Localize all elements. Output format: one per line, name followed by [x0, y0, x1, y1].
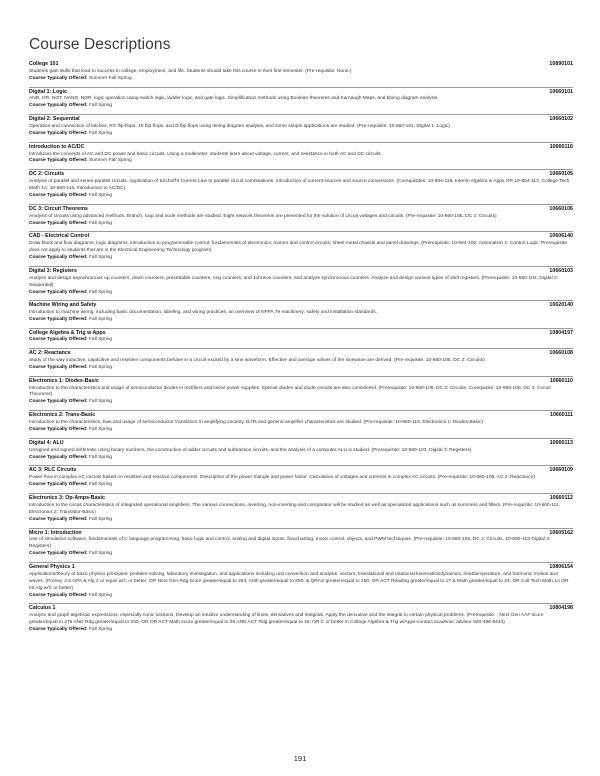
course-code: 10804198 — [549, 605, 573, 612]
offered-label: Course Typically Offered: — [29, 289, 88, 295]
offered-terms: Fall Spring — [88, 516, 113, 522]
course-title: AC 2: Reactance — [29, 350, 71, 357]
offered-terms: Fall Spring — [88, 399, 113, 405]
course-title: AC 3: RLC Circuits — [29, 467, 77, 474]
offered-label: Course Typically Offered: — [29, 454, 88, 460]
course-code: 10660110 — [549, 377, 573, 384]
course-code: 10804197 — [549, 330, 573, 337]
course-code: 10660109 — [549, 467, 573, 474]
offered-label: Course Typically Offered: — [29, 103, 88, 109]
course-offered — [29, 627, 573, 634]
course-list — [29, 60, 573, 638]
offered-terms: Fall Spring — [88, 426, 113, 432]
offered-label: Course Typically Offered: — [29, 337, 88, 343]
page-number: 191 — [293, 754, 307, 763]
offered-terms: Fall Spring — [88, 454, 113, 460]
course-offered — [29, 482, 573, 489]
offered-terms: Fall Spring — [88, 130, 113, 136]
course-code: 10660102 — [549, 116, 573, 123]
offered-terms: Fall Spring — [88, 364, 113, 370]
course-entry — [29, 114, 573, 142]
course-offered — [29, 290, 573, 297]
course-header — [29, 302, 573, 309]
course-entry — [29, 528, 573, 563]
course-offered — [29, 221, 573, 228]
course-code: 10660101 — [549, 88, 573, 95]
course-offered — [29, 158, 573, 165]
course-offered — [29, 337, 573, 344]
course-code: 10660103 — [549, 267, 573, 274]
course-entry — [29, 204, 573, 232]
course-entry — [29, 603, 573, 638]
course-header — [29, 378, 573, 385]
offered-terms: Fall Spring — [88, 220, 113, 226]
course-code: 10660116 — [549, 143, 573, 150]
course-description: Unsigned and signed arithmetic using binary numbers, the construction of adder circuits and subtraction circuits, and the analysis of a computer ALU is studied. (Prerequisite: 10-660-103, Digital 3: Registers) — [29, 447, 472, 453]
course-code: 10806154 — [549, 564, 573, 571]
course-title: Calculus 1 — [29, 605, 56, 612]
course-description: Introduction to machine wiring, including basic documentation, labeling, and wiring practices; an overview of NFPA 79 machinery; safety and installation standards. — [29, 310, 378, 316]
course-code: 10660106 — [549, 205, 573, 212]
course-offered — [29, 76, 573, 83]
course-description: Introduction to the circuit characteristics of integrated operational amplifiers. The various connections, inverting, non-inverting and comparator will be studied as well as specialized applications such as summers and filters. (Pre-requisite: 10-660-111, Electronics 2: Transistor-Basic) — [29, 502, 560, 515]
course-entry — [29, 493, 573, 528]
course-offered — [29, 103, 573, 110]
course-code: 10606140 — [549, 233, 573, 240]
course-title: Introduction to AC/DC — [29, 143, 85, 150]
offered-label: Course Typically Offered: — [29, 426, 88, 432]
course-description: Draw block and flow diagrams, logic diagrams, introduction to programmable control; fundamentals of electronics; motors and control circuits; sheet metal chassis and panel drawings. (Prerequisite: 10-664-100, Automation 1: Control Logic; Prerequisite does not apply to students that are in the Electrical Engineering Technology program) — [29, 241, 567, 254]
course-description: Analysis of circuits using advanced methods. Branch, loop and node methods are studied. Eight network theorems are presented for the solution of circuit voltages and circuits. (Pre-requisite: 10-660-105, DC 2: Circuits) — [29, 213, 497, 219]
course-header — [29, 116, 573, 123]
course-title: Machine Wiring and Safety — [29, 302, 97, 309]
course-title: DC 2: Circuits — [29, 171, 65, 178]
course-offered — [29, 365, 573, 372]
course-title: Electronics 1: Diodes-Basic — [29, 377, 99, 384]
course-description: Analysis of parallel and series-parallel circuits. Application of Kirchoff's Current Law to parallel circuit combinations. Introduction of current sources and source conversions. (Corequisites: 10-804-118, Interim Algebra w Apps OR 10-804-113, College Tech Math 1A; 10-660-116, Introduction to AC/DC) — [29, 179, 570, 192]
course-header — [29, 564, 573, 571]
course-header — [29, 467, 573, 474]
course-code: 10660111 — [550, 412, 573, 419]
course-offered — [29, 455, 573, 462]
course-entry — [29, 169, 573, 204]
course-description: Study of the way inductive, capacitive and resistive components behave in a circuit excited by a sine waveform. Effective and average values of the sinewave are derived. (Pre-requisite: 10-660-105, DC 2: Circuits) — [29, 357, 485, 363]
course-header — [29, 206, 573, 213]
course-entry — [29, 438, 573, 466]
course-title: CAD - Electrical Control — [29, 233, 90, 240]
course-header — [29, 495, 573, 502]
offered-terms: Fall Spring — [88, 255, 113, 261]
offered-terms: Fall Spring — [88, 592, 113, 598]
offered-label: Course Typically Offered: — [29, 551, 88, 557]
course-description: Use of simulation software, fundamentals of C language programming, basic logic and control, analog and digital inputs, flowcharting, motor control, objects, and PWM techniques. (Pre-requisite: 10-660-105, DC 2: Circuits, 10-660-103 Digital 3: Registers) — [29, 537, 551, 550]
course-entry — [29, 60, 573, 87]
course-title: Digital 1: Logic — [29, 88, 67, 95]
course-title: Digital 3: Registers — [29, 267, 77, 274]
offered-label: Course Typically Offered: — [29, 75, 88, 81]
course-offered — [29, 317, 573, 324]
course-header — [29, 412, 573, 419]
course-title: Digital 4: ALU — [29, 439, 64, 446]
course-offered — [29, 593, 573, 600]
course-header — [29, 61, 573, 68]
course-header — [29, 171, 573, 178]
course-entry — [29, 562, 573, 603]
course-header — [29, 268, 573, 275]
course-entry — [29, 348, 573, 376]
offered-label: Course Typically Offered: — [29, 592, 88, 598]
course-description: Introduction to the characteristics and usage of semiconductor diodes in rectifiers and linear power supplies. Special diodes and diode circuits are also considered. (Prerequisite: 10-660-105, DC 2: Circuits; Corequisite: 10-660-106, DC 3: Circuit Theorems) — [29, 385, 551, 398]
course-entry — [29, 300, 573, 328]
offered-terms: Fall Spring — [88, 289, 113, 295]
offered-label: Course Typically Offered: — [29, 220, 88, 226]
course-code: 10660112 — [549, 495, 573, 502]
course-title: DC 3: Circuit Theorems — [29, 205, 88, 212]
course-header — [29, 350, 573, 357]
offered-label: Course Typically Offered: — [29, 399, 88, 405]
offered-label: Course Typically Offered: — [29, 255, 88, 261]
course-entry — [29, 328, 573, 348]
course-code: 10605162 — [549, 529, 573, 536]
course-header — [29, 233, 573, 240]
course-description: Students gain skills that lead to success in college, employment, and life. Students should take this course in their first semester. (Pre-requisite: None.) — [29, 68, 352, 74]
course-code: 10660108 — [549, 350, 573, 357]
course-description: Analyze and graph algebraic expressions, especially conic sections. Develop an intuitive understanding of limits, derivatives and integrals. Apply the derivative and the integral to certain physical problems. (Prerequisite: : Next Gen AAF score greater/equal to 276 AND Rdg greater/equal to 250; OR OR ACT Math score greater/equal to 28 AND ACT Rdg greater/equal to 16; OR C or better in College Algebra & Trig w/Apps-contact academic advisor 920-498-5444) — [29, 613, 544, 626]
course-code: 10660113 — [549, 439, 573, 446]
course-title: Micro 1: Introduction — [29, 529, 82, 536]
offered-terms: Summer Fall Spring — [88, 75, 132, 81]
offered-terms: Fall Spring — [88, 317, 113, 323]
course-entry — [29, 87, 573, 115]
course-description: Analyze and design asynchronous up counters, down counters, presettable counters, ring counters, and Johnson counters, and analyze synchronous counters. Analyze and design various types of shift registers. (Prerequisite: 10-660-102, Digital 2: Sequential) — [29, 275, 559, 288]
course-code: 10660105 — [549, 171, 573, 178]
course-header — [29, 530, 573, 537]
course-offered — [29, 131, 573, 138]
course-offered — [29, 517, 573, 524]
offered-terms: Fall Spring — [88, 551, 113, 557]
course-title: Electronics 3: Op-Amps-Basic — [29, 495, 105, 502]
course-description: AND, OR, NOT, NAND, NOR, logic operation using switch logic, ladder logic, and gate logic. Simplification methods using Boolean theorems and Karnaugh Maps, and timing diagram analysis. — [29, 96, 439, 102]
course-offered — [29, 399, 573, 406]
offered-label: Course Typically Offered: — [29, 516, 88, 522]
course-title: General Physics 1 — [29, 564, 75, 571]
course-header — [29, 144, 573, 151]
offered-label: Course Typically Offered: — [29, 482, 88, 488]
offered-terms: Fall Spring — [88, 337, 113, 343]
course-description: Introduces the concepts of AC and DC power and basic circuits. Using a multimeter, students learn about voltage, current, and resistance in both AC and DC circuits. — [29, 151, 382, 157]
course-entry — [29, 410, 573, 438]
course-description: Applications/theory of basic physics principles: problem-solving, laboratory investigation, and applications including unit conversion and analysis, vectors, translational and rotational kinematics/dynamics, heat/temperature, and harmonic motion and waves. (Prereq: 2.6 GPA & Alg 2 or equiv w/C or better; OR Next Gen Rdg score greater/equal to 263, Arith greater/equal to 250, & QRAS greater/equal to 250; OR ACT Reading greater/equal to 17 & Math greater/equal to 24; OR Coll Tech Math 1A OR Int Alg w/C or better) — [29, 571, 569, 591]
course-header — [29, 440, 573, 447]
offered-label: Course Typically Offered: — [29, 130, 88, 136]
course-header — [29, 89, 573, 96]
offered-label: Course Typically Offered: — [29, 192, 88, 198]
course-title: College 101 — [29, 61, 59, 67]
course-offered — [29, 255, 573, 262]
offered-terms: Fall Spring — [88, 192, 113, 198]
course-offered — [29, 551, 573, 558]
offered-label: Course Typically Offered: — [29, 158, 88, 164]
offered-terms: Fall Spring — [88, 103, 113, 109]
course-entry — [29, 231, 573, 266]
course-code: 10620140 — [549, 302, 573, 309]
course-offered — [29, 193, 573, 200]
course-entry — [29, 266, 573, 301]
offered-label: Course Typically Offered: — [29, 364, 88, 370]
offered-label: Course Typically Offered: — [29, 627, 88, 633]
offered-terms: Summer Fall Spring — [88, 158, 132, 164]
course-description: Power flow in complex AC circuits based on resistive and reactive components. Description of the power triangle and power factor. Calculation of voltages and currents in complex AC circuits. (Pre-requisite: 10-660-108, AC 2: Reactance) — [29, 475, 535, 481]
course-description: Introduction to the characteristics, bias and usage of semiconductor transistors in amplifying circuitry. BJTs and general amplifier characteristics are studied. (Pre-requisite: 10-660-110, Electronics 1: Diodes-Basic) — [29, 420, 483, 426]
course-title: College Algebra & Trig w Apps — [29, 330, 106, 337]
course-offered — [29, 427, 573, 434]
course-title: Digital 2: Sequential — [29, 116, 80, 123]
offered-terms: Fall Spring — [88, 482, 113, 488]
page-title: Course Descriptions — [29, 36, 171, 53]
course-code: 10890101 — [549, 61, 573, 67]
course-entry — [29, 465, 573, 493]
offered-terms: Fall Spring — [88, 627, 113, 633]
course-entry — [29, 376, 573, 411]
offered-label: Course Typically Offered: — [29, 317, 88, 323]
course-title: Electronics 2: Trans-Basic — [29, 412, 96, 419]
course-description: Operation and connection of latches, RS flip-flops, JK flip-flops, and D flip-flops using timing diagram analysis, and some simple applications are studied. (Pre-requisite: 10-660-101, Digital 1: Logic) — [29, 123, 450, 129]
course-entry — [29, 142, 573, 170]
course-header — [29, 605, 573, 612]
